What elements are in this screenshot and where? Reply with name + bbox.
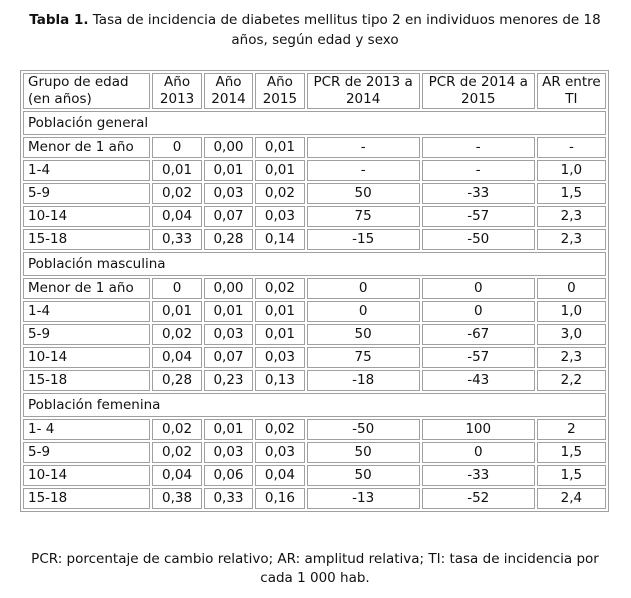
value-cell: 0,00	[204, 278, 253, 299]
value-cell: 0,13	[255, 370, 304, 391]
value-cell: 0,14	[255, 229, 304, 250]
age-group-cell: 10-14	[23, 465, 150, 486]
value-cell: 0,01	[255, 137, 304, 158]
value-cell: 0,01	[204, 419, 253, 440]
value-cell: 0,02	[152, 324, 201, 345]
value-cell: 1,5	[537, 442, 606, 463]
value-cell: -	[422, 160, 535, 181]
table-row	[23, 347, 606, 368]
value-cell: 0	[307, 301, 420, 322]
value-cell: 0,01	[255, 301, 304, 322]
value-cell: 0,04	[152, 347, 201, 368]
value-cell: -67	[422, 324, 535, 345]
value-cell: 2,3	[537, 347, 606, 368]
age-group-cell: 5-9	[23, 183, 150, 204]
value-cell: 0,03	[255, 206, 304, 227]
value-cell: 0,38	[152, 488, 201, 509]
table-row	[23, 442, 606, 463]
value-cell: 0,01	[152, 160, 201, 181]
value-cell: -50	[422, 229, 535, 250]
value-cell: -50	[307, 419, 420, 440]
value-cell: 0,02	[152, 419, 201, 440]
table-row	[23, 183, 606, 204]
value-cell: 0,06	[204, 465, 253, 486]
table-row	[23, 160, 606, 181]
value-cell: -	[422, 137, 535, 158]
value-cell: -33	[422, 183, 535, 204]
value-cell: -18	[307, 370, 420, 391]
table-row	[23, 488, 606, 509]
value-cell: 100	[422, 419, 535, 440]
age-group-cell: 5-9	[23, 442, 150, 463]
value-cell: -13	[307, 488, 420, 509]
table-row	[23, 301, 606, 322]
value-cell: 0	[152, 137, 201, 158]
value-cell: 0,02	[255, 419, 304, 440]
value-cell: 0	[422, 278, 535, 299]
value-cell: -	[307, 137, 420, 158]
section-row	[23, 252, 606, 276]
value-cell: 0,04	[255, 465, 304, 486]
value-cell: 0,02	[152, 442, 201, 463]
age-group-cell: 15-18	[23, 229, 150, 250]
value-cell: 0,01	[204, 301, 253, 322]
header-group: Grupo de edad (en años)	[23, 73, 150, 109]
value-cell: 0,03	[204, 442, 253, 463]
value-cell: 2	[537, 419, 606, 440]
value-cell: 2,4	[537, 488, 606, 509]
caption-label: Tabla 1.	[29, 12, 89, 28]
value-cell: 0,28	[152, 370, 201, 391]
value-cell: 0,03	[255, 347, 304, 368]
section-title: Población masculina	[23, 252, 606, 276]
age-group-cell: 1-4	[23, 160, 150, 181]
table-caption	[20, 10, 610, 50]
value-cell: 1,0	[537, 160, 606, 181]
value-cell: 1,5	[537, 465, 606, 486]
header-pcr-2014-2015: PCR de 2014 a 2015	[422, 73, 535, 109]
value-cell: 0,01	[204, 160, 253, 181]
table-footnote: PCR: porcentaje de cambio relativo; AR: amplitud relativa; TI: tasa de incidencia por cada 1 000 hab.	[31, 551, 599, 586]
value-cell: 0	[537, 278, 606, 299]
age-group-cell: 15-18	[23, 488, 150, 509]
caption-text: Tasa de incidencia de diabetes mellitus tipo 2 en individuos menores de 18 años, según edad y sexo	[88, 12, 601, 48]
value-cell: 1,5	[537, 183, 606, 204]
value-cell: 0,00	[204, 137, 253, 158]
value-cell: 50	[307, 465, 420, 486]
table-row	[23, 229, 606, 250]
age-group-cell: 10-14	[23, 347, 150, 368]
value-cell: 0,33	[204, 488, 253, 509]
header-2014: Año 2014	[204, 73, 253, 109]
value-cell: 0	[307, 278, 420, 299]
header-2015: Año 2015	[255, 73, 304, 109]
age-group-cell: 1-4	[23, 301, 150, 322]
table-row	[23, 370, 606, 391]
value-cell: 2,3	[537, 229, 606, 250]
age-group-cell: Menor de 1 año	[23, 137, 150, 158]
age-group-cell: 1- 4	[23, 419, 150, 440]
section-row	[23, 111, 606, 135]
value-cell: 2,2	[537, 370, 606, 391]
age-group-cell: 15-18	[23, 370, 150, 391]
value-cell: 0	[422, 442, 535, 463]
incidence-table	[20, 70, 609, 512]
value-cell: 0,07	[204, 206, 253, 227]
value-cell: 3,0	[537, 324, 606, 345]
table-row	[23, 278, 606, 299]
value-cell: 0	[152, 278, 201, 299]
value-cell: -57	[422, 206, 535, 227]
value-cell: 0	[422, 301, 535, 322]
age-group-cell: 10-14	[23, 206, 150, 227]
table-row	[23, 419, 606, 440]
table-row	[23, 465, 606, 486]
value-cell: 1,0	[537, 301, 606, 322]
value-cell: -52	[422, 488, 535, 509]
age-group-cell: 5-9	[23, 324, 150, 345]
section-row	[23, 393, 606, 417]
value-cell: 2,3	[537, 206, 606, 227]
value-cell: -	[307, 160, 420, 181]
value-cell: 0,02	[152, 183, 201, 204]
value-cell: -43	[422, 370, 535, 391]
header-2013: Año 2013	[152, 73, 201, 109]
section-title: Población general	[23, 111, 606, 135]
value-cell: 0,02	[255, 278, 304, 299]
table-row	[23, 324, 606, 345]
value-cell: 0,33	[152, 229, 201, 250]
value-cell: 50	[307, 442, 420, 463]
value-cell: 50	[307, 324, 420, 345]
table-row	[23, 206, 606, 227]
value-cell: -57	[422, 347, 535, 368]
section-title: Población femenina	[23, 393, 606, 417]
value-cell: -	[537, 137, 606, 158]
value-cell: 0,03	[204, 324, 253, 345]
value-cell: 0,16	[255, 488, 304, 509]
value-cell: -33	[422, 465, 535, 486]
value-cell: 75	[307, 347, 420, 368]
value-cell: 0,07	[204, 347, 253, 368]
value-cell: 0,02	[255, 183, 304, 204]
value-cell: 75	[307, 206, 420, 227]
value-cell: 0,04	[152, 206, 201, 227]
value-cell: 0,03	[255, 442, 304, 463]
header-row	[23, 73, 606, 109]
value-cell: 0,04	[152, 465, 201, 486]
header-pcr-2013-2014: PCR de 2013 a 2014	[307, 73, 420, 109]
value-cell: 0,01	[255, 160, 304, 181]
value-cell: -15	[307, 229, 420, 250]
value-cell: 0,23	[204, 370, 253, 391]
value-cell: 0,28	[204, 229, 253, 250]
value-cell: 0,01	[255, 324, 304, 345]
header-ar: AR entre TI	[537, 73, 606, 109]
value-cell: 50	[307, 183, 420, 204]
table-row	[23, 137, 606, 158]
value-cell: 0,03	[204, 183, 253, 204]
value-cell: 0,01	[152, 301, 201, 322]
age-group-cell: Menor de 1 año	[23, 278, 150, 299]
